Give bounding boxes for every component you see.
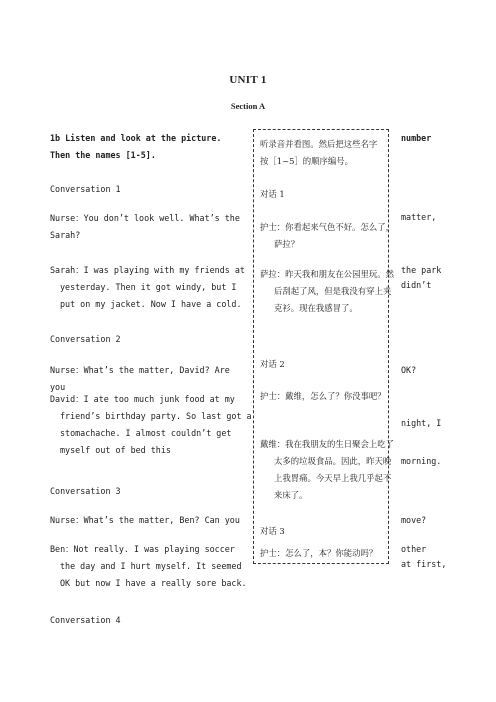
translation-conversation-2-david: 戴维：我在我朋友的生日聚会上吃了太多的垃圾食品。因此，昨天晚上我胃痛。今天早上我几乎起不来床了。 <box>260 439 394 500</box>
translation-conversation-2-nurse: 护士：戴维，怎么了？你没事吧？ <box>260 391 386 401</box>
overflow-word-morning: morning. <box>401 456 442 466</box>
conversation-1-title: Conversation 1 <box>50 184 121 194</box>
translation-conversation-1-nurse: 护士：你看起来气色不好。怎么了，萨拉？ <box>260 222 394 249</box>
overflow-word-number: number <box>401 133 432 143</box>
translation-conversation-3-nurse: 护士：怎么了，本？你能动吗？ <box>260 548 378 558</box>
overflow-word-didnt: didn’t <box>401 280 432 290</box>
overflow-word-night: night, I <box>401 418 442 428</box>
section-heading: Section A <box>230 101 266 111</box>
translation-conversation-3-title: 对话 3 <box>260 526 285 536</box>
conversation-4-title: Conversation 4 <box>50 615 121 625</box>
translation-instruction: 听录音并看图。然后把这些名字按［1~5］的顺序编号。 <box>260 139 378 166</box>
overflow-word-move: move? <box>401 515 427 525</box>
overflow-word-at-first: at first, <box>401 559 447 569</box>
overflow-word-other: other <box>401 544 427 554</box>
conversation-2-title: Conversation 2 <box>50 334 121 344</box>
conversation-3-nurse-line: Nurse：What’s the matter, Ben? Can you <box>50 515 240 525</box>
overflow-word-ok: OK? <box>401 365 417 375</box>
conversation-2-nurse-line: Nurse：What’s the matter, David? Are you <box>50 365 230 392</box>
conversation-2-david-line: David：I ate too much junk food at my friend’s birthday party. So last got a stomachache. I almost couldn’t get myself out of bed this <box>50 394 252 455</box>
conversation-1-sarah-line: Sarah：I was playing with my friends at yesterday. Then it got windy, but I put on my jacket. Now I have a cold. <box>50 265 245 309</box>
overflow-word-matter: matter, <box>401 212 437 222</box>
conversation-1-nurse-line: Nurse：You don’t look well. What’s the Sarah? <box>50 213 240 240</box>
unit-title: UNIT 1 <box>229 74 267 86</box>
instruction-text: 1b Listen and look at the picture. Then the names [1-5]. <box>50 133 222 160</box>
overflow-word-the-park: the park <box>401 265 442 275</box>
conversation-3-ben-line: Ben：Not really. I was playing soccer the day and I hurt myself. It seemed OK but now I have a really sore back. <box>50 544 247 588</box>
conversation-3-title: Conversation 3 <box>50 486 121 496</box>
translation-conversation-1-sarah: 萨拉：昨天我和朋友在公园里玩。然后刮起了风，但是我没有穿上夹克衫。现在我感冒了。 <box>260 269 394 313</box>
translation-conversation-1-title: 对话 1 <box>260 189 285 199</box>
translation-conversation-2-title: 对话 2 <box>260 359 285 369</box>
